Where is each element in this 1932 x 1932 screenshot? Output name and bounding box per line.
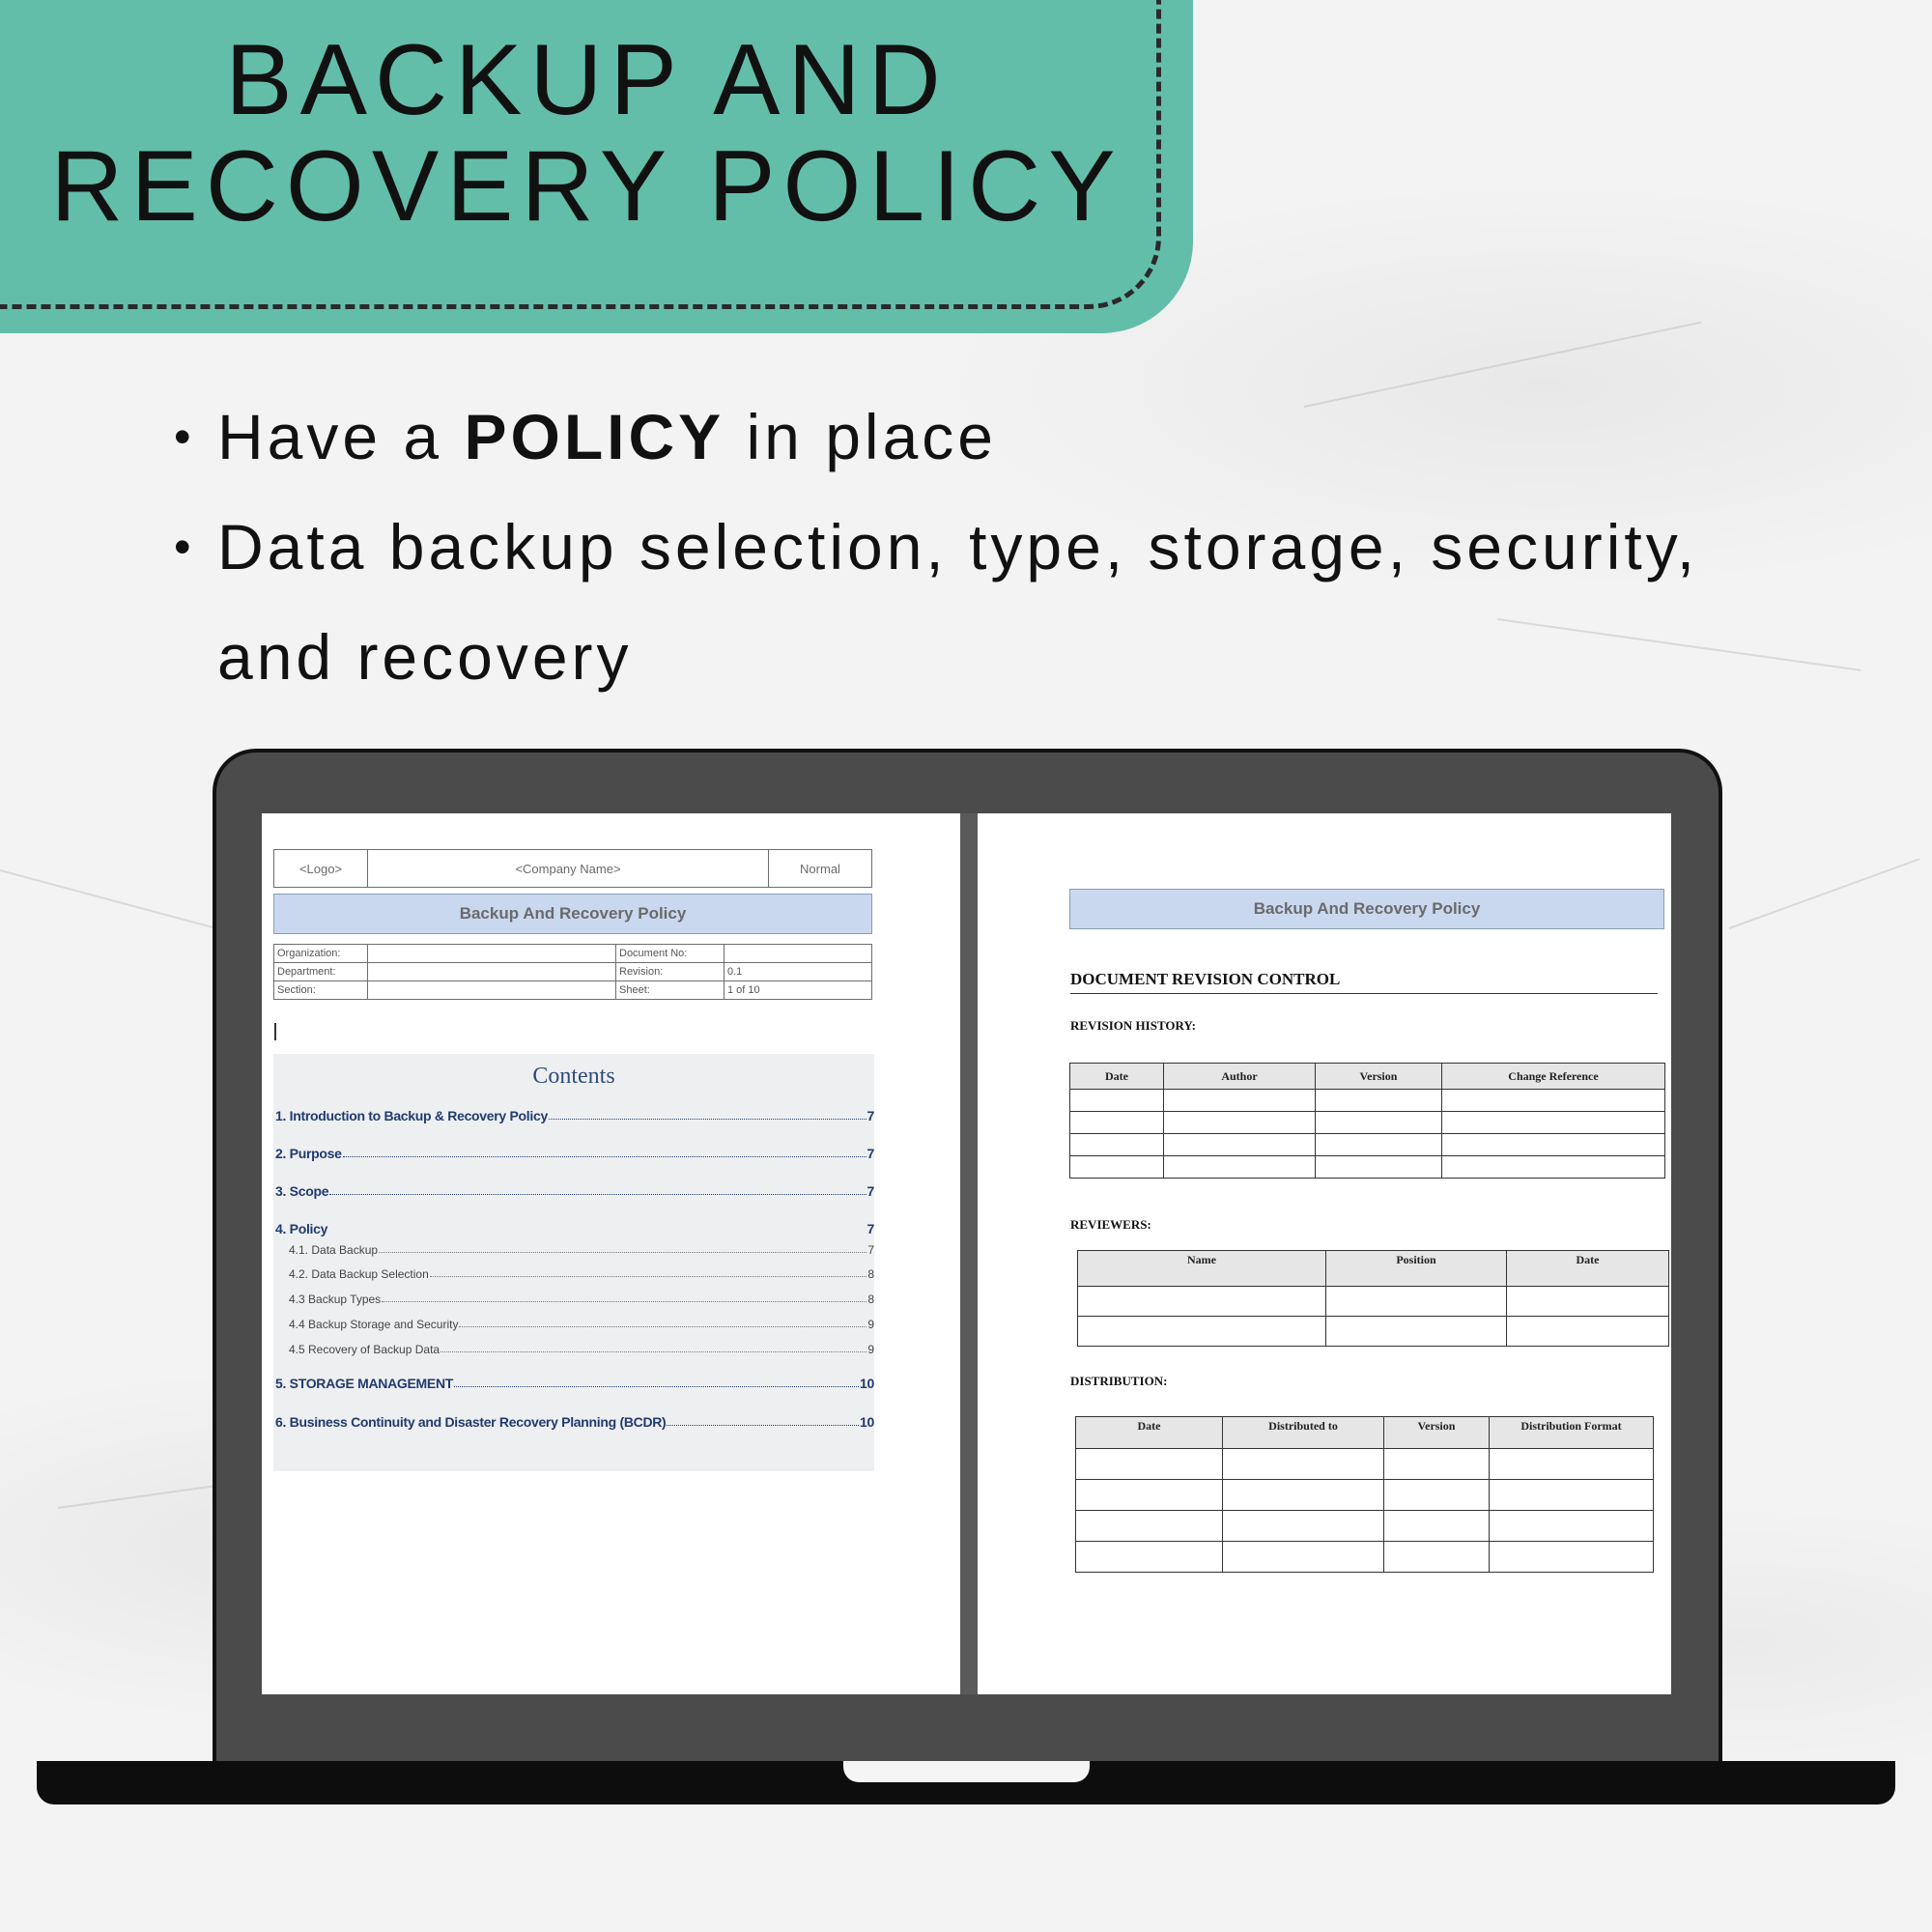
page-gutter	[960, 813, 978, 1694]
doc-header-table	[273, 849, 872, 888]
toc-subentry[interactable]: 4.1. Data Backup 7	[289, 1243, 874, 1257]
toc-entry[interactable]: 1. Introduction to Backup & Recovery Policy 7	[275, 1108, 874, 1123]
table-row	[1076, 1449, 1654, 1480]
revision-history-table: Date Author Version Change Reference	[1069, 1063, 1665, 1179]
laptop-notch	[843, 1761, 1090, 1782]
table-row	[1076, 1511, 1654, 1542]
banner-title	[0, 24, 1174, 242]
toc-entry[interactable]: 4. Policy 7	[275, 1221, 874, 1236]
bullet-item: • Have a POLICY in place	[174, 382, 1835, 492]
doc-meta-table: Organization: Document No: Department: Revision: 0.1 Section: Sheet: 1 of 10	[273, 944, 872, 1000]
banner-title-line-1: BACKUP AND	[225, 24, 949, 136]
title-banner	[0, 0, 1193, 333]
doc-title-bar: Backup And Recovery Policy	[273, 894, 872, 934]
table-of-contents	[273, 1054, 874, 1471]
banner-title-line-2: RECOVERY POLICY	[50, 130, 1123, 242]
distribution-label: DISTRIBUTION:	[1070, 1374, 1168, 1388]
text-cursor	[274, 1023, 276, 1040]
toc-subentry[interactable]: 4.3 Backup Types 8	[289, 1293, 874, 1306]
toc-title: Contents	[532, 1064, 615, 1089]
table-row	[1078, 1317, 1669, 1347]
logo-placeholder: <Logo>	[274, 850, 368, 888]
toc-subentry[interactable]: 4.5 Recovery of Backup Data 9	[289, 1343, 874, 1356]
feature-bullets	[174, 382, 1835, 712]
reviewers-label: REVIEWERS:	[1070, 1217, 1151, 1232]
table-row	[1076, 1542, 1654, 1573]
table-row	[1070, 1112, 1665, 1134]
toc-entry[interactable]: 6. Business Continuity and Disaster Recovery Planning (BCDR) 10	[275, 1414, 874, 1430]
toc-subentry[interactable]: 4.2. Data Backup Selection 8	[289, 1267, 874, 1281]
table-row	[1078, 1287, 1669, 1317]
toc-entry[interactable]: 5. STORAGE MANAGEMENT 10	[275, 1376, 874, 1391]
reviewers-table: Name Position Date	[1077, 1250, 1669, 1347]
toc-entry[interactable]: 2. Purpose 7	[275, 1146, 874, 1161]
toc-subentry[interactable]: 4.4 Backup Storage and Security 9	[289, 1318, 874, 1331]
table-row	[1070, 1156, 1665, 1179]
document-page-right	[978, 813, 1671, 1694]
table-row	[1076, 1480, 1654, 1511]
bullet-item: • Data backup selection, type, storage, security, and recovery	[174, 492, 1835, 712]
revision-control-heading: DOCUMENT REVISION CONTROL	[1070, 970, 1658, 994]
toc-entry[interactable]: 3. Scope 7	[275, 1183, 874, 1199]
document-page-left	[262, 813, 960, 1694]
revision-history-label: REVISION HISTORY:	[1070, 1018, 1196, 1033]
doc-title-bar: Backup And Recovery Policy	[1069, 889, 1664, 929]
table-row	[1070, 1134, 1665, 1156]
company-name-placeholder: <Company Name>	[368, 850, 769, 888]
doc-status: Normal	[769, 850, 872, 888]
distribution-table: Date Distributed to Version Distribution Format	[1075, 1416, 1654, 1573]
table-row	[1070, 1090, 1665, 1112]
